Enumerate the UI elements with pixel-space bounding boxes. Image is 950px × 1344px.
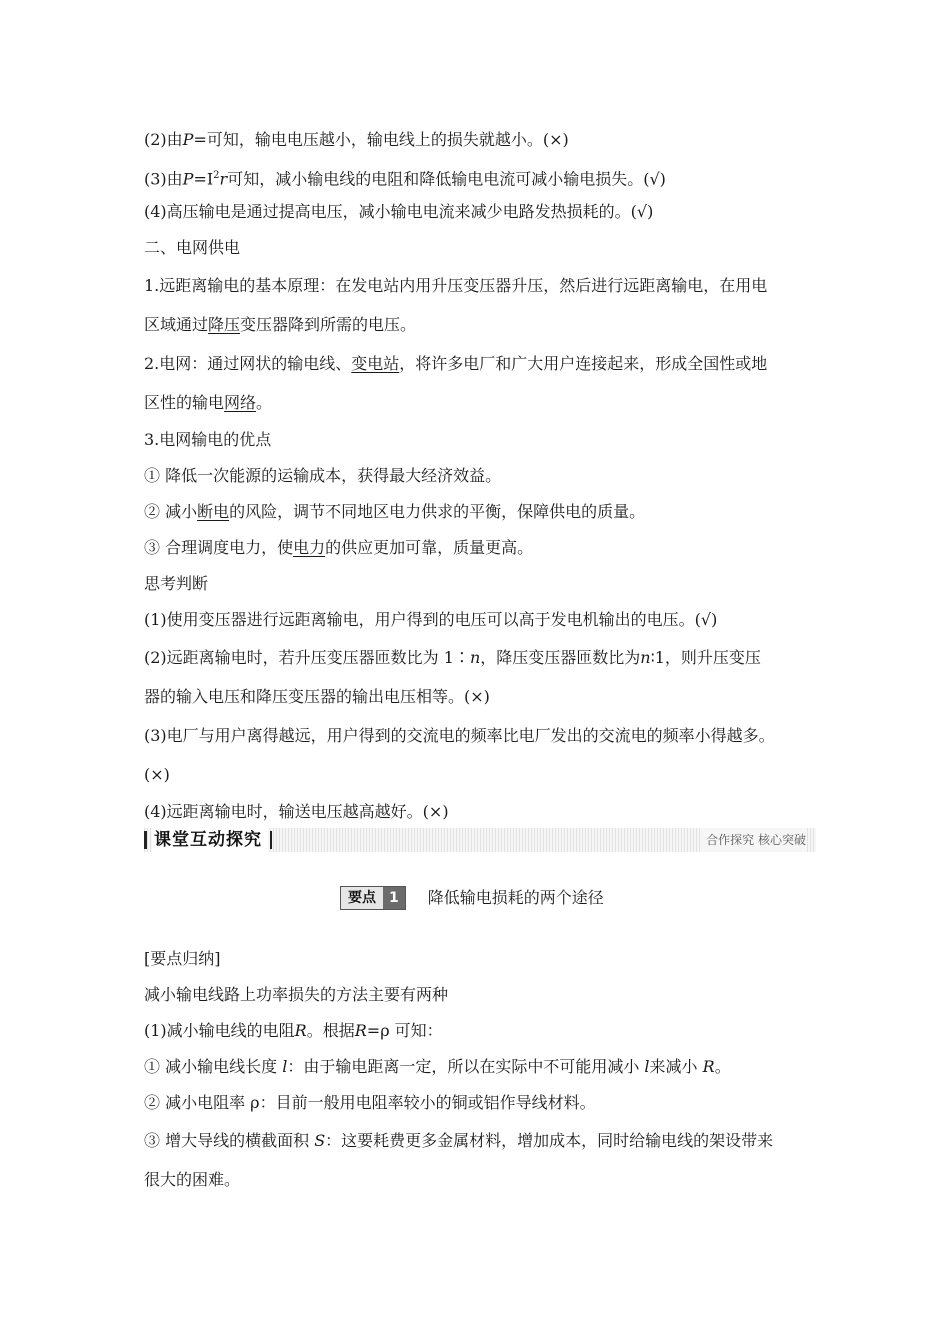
- keypoint-badge: [340, 886, 406, 910]
- summary-intro: 减小输电线路上功率损失的方法主要有两种: [144, 985, 449, 1004]
- paragraph-grid-line2: 区性的输电网络。: [144, 393, 273, 412]
- underlined-term: 网络: [224, 393, 257, 412]
- paragraph-advantages-heading: 3.电网输电的优点: [144, 430, 272, 449]
- sub-item-3-line2: 很大的困难。: [144, 1170, 241, 1189]
- paragraph-principle-line2: 区域通过降压变压器降到所需的电压。: [144, 315, 417, 334]
- advantage-item-2: ② 减小断电的风险，调节不同地区电力供求的平衡，保障供电的质量。: [144, 502, 646, 521]
- document-body-bottom: [144, 941, 814, 1199]
- keypoint-badge-number: 1: [383, 887, 405, 909]
- think-judge-heading: 思考判断: [144, 574, 209, 593]
- underlined-term: 电力: [293, 538, 326, 557]
- sub-item-2: ② 减小电阻率 ρ：目前一般用电阻率较小的铜或铝作导线材料。: [144, 1093, 596, 1112]
- section-heading-grid: 二、电网供电: [144, 238, 241, 257]
- advantage-item-1: ① 降低一次能源的运输成本，获得最大经济效益。: [144, 466, 502, 485]
- judgement-item-2: (2)由P=可知，输电电压越小，输电线上的损失就越小。(×): [144, 130, 569, 149]
- underlined-term: 降压: [208, 315, 241, 334]
- sub-item-1: ① 减小输电线长度 l：由于输电距离一定，所以在实际中不可能用减小 l来减小 R。: [144, 1057, 731, 1076]
- section-banner-title: 课堂互动探究: [152, 828, 268, 852]
- advantage-item-3: ③ 合理调度电力，使电力的供应更加可靠，质量更高。: [144, 538, 534, 557]
- judgement-item-4: (4)高压输电是通过提高电压，减小输电电流来减少电路发热损耗的。(√): [144, 202, 654, 221]
- think-item-2-line2: 器的输入电压和降压变压器的输出电压相等。(×): [144, 687, 490, 706]
- sub-item-3-line1: ③ 增大导线的横截面积 S：这要耗费更多金属材料，增加成本，同时给输电线的架设带来: [144, 1131, 774, 1150]
- summary-heading: [要点归纳]: [144, 949, 221, 968]
- paragraph-grid-line1: 2.电网：通过网状的输电线、变电站，将许多电厂和广大用户连接起来，形成全国性或地: [144, 354, 768, 373]
- judgement-item-3: (3)由$P=I^2r$可知，减小输电线的电阻和降低输电电流可减小输电损失。(√): [144, 169, 666, 189]
- think-item-3-line2: (×): [144, 765, 170, 784]
- paragraph-principle-line1: 1.远距离输电的基本原理：在发电站内用升压变压器升压，然后进行远距离输电，在用电: [144, 276, 768, 295]
- think-item-1: (1)使用变压器进行远距离输电，用户得到的电压可以高于发电机输出的电压。(√): [144, 610, 718, 629]
- banner-rule: [144, 831, 147, 849]
- document-body-top: [144, 122, 814, 830]
- method-item-1: (1)减小输电线的电阻R。根据R=ρ 可知：: [144, 1021, 443, 1040]
- keypoint-header: [340, 886, 604, 910]
- keypoint-title: 降低输电损耗的两个途径: [427, 888, 604, 907]
- underlined-term: 断电: [197, 502, 230, 521]
- banner-rule: [270, 831, 272, 849]
- section-banner: [144, 828, 816, 852]
- think-item-2-line1: (2)远距离输电时，若升压变压器匝数比为 1∶n，降压变压器匝数比为n∶1，则升压变压: [144, 648, 761, 667]
- keypoint-badge-label: 要点: [341, 887, 383, 909]
- underlined-term: 变电站: [351, 354, 400, 373]
- think-item-3-line1: (3)电厂与用户离得越远，用户得到的交流电的频率比电厂发出的交流电的频率小得越多。: [144, 726, 775, 745]
- think-item-4: (4)远距离输电时，输送电压越高越好。(×): [144, 802, 449, 821]
- section-banner-subtitle: 合作探究 核心突破: [700, 828, 806, 852]
